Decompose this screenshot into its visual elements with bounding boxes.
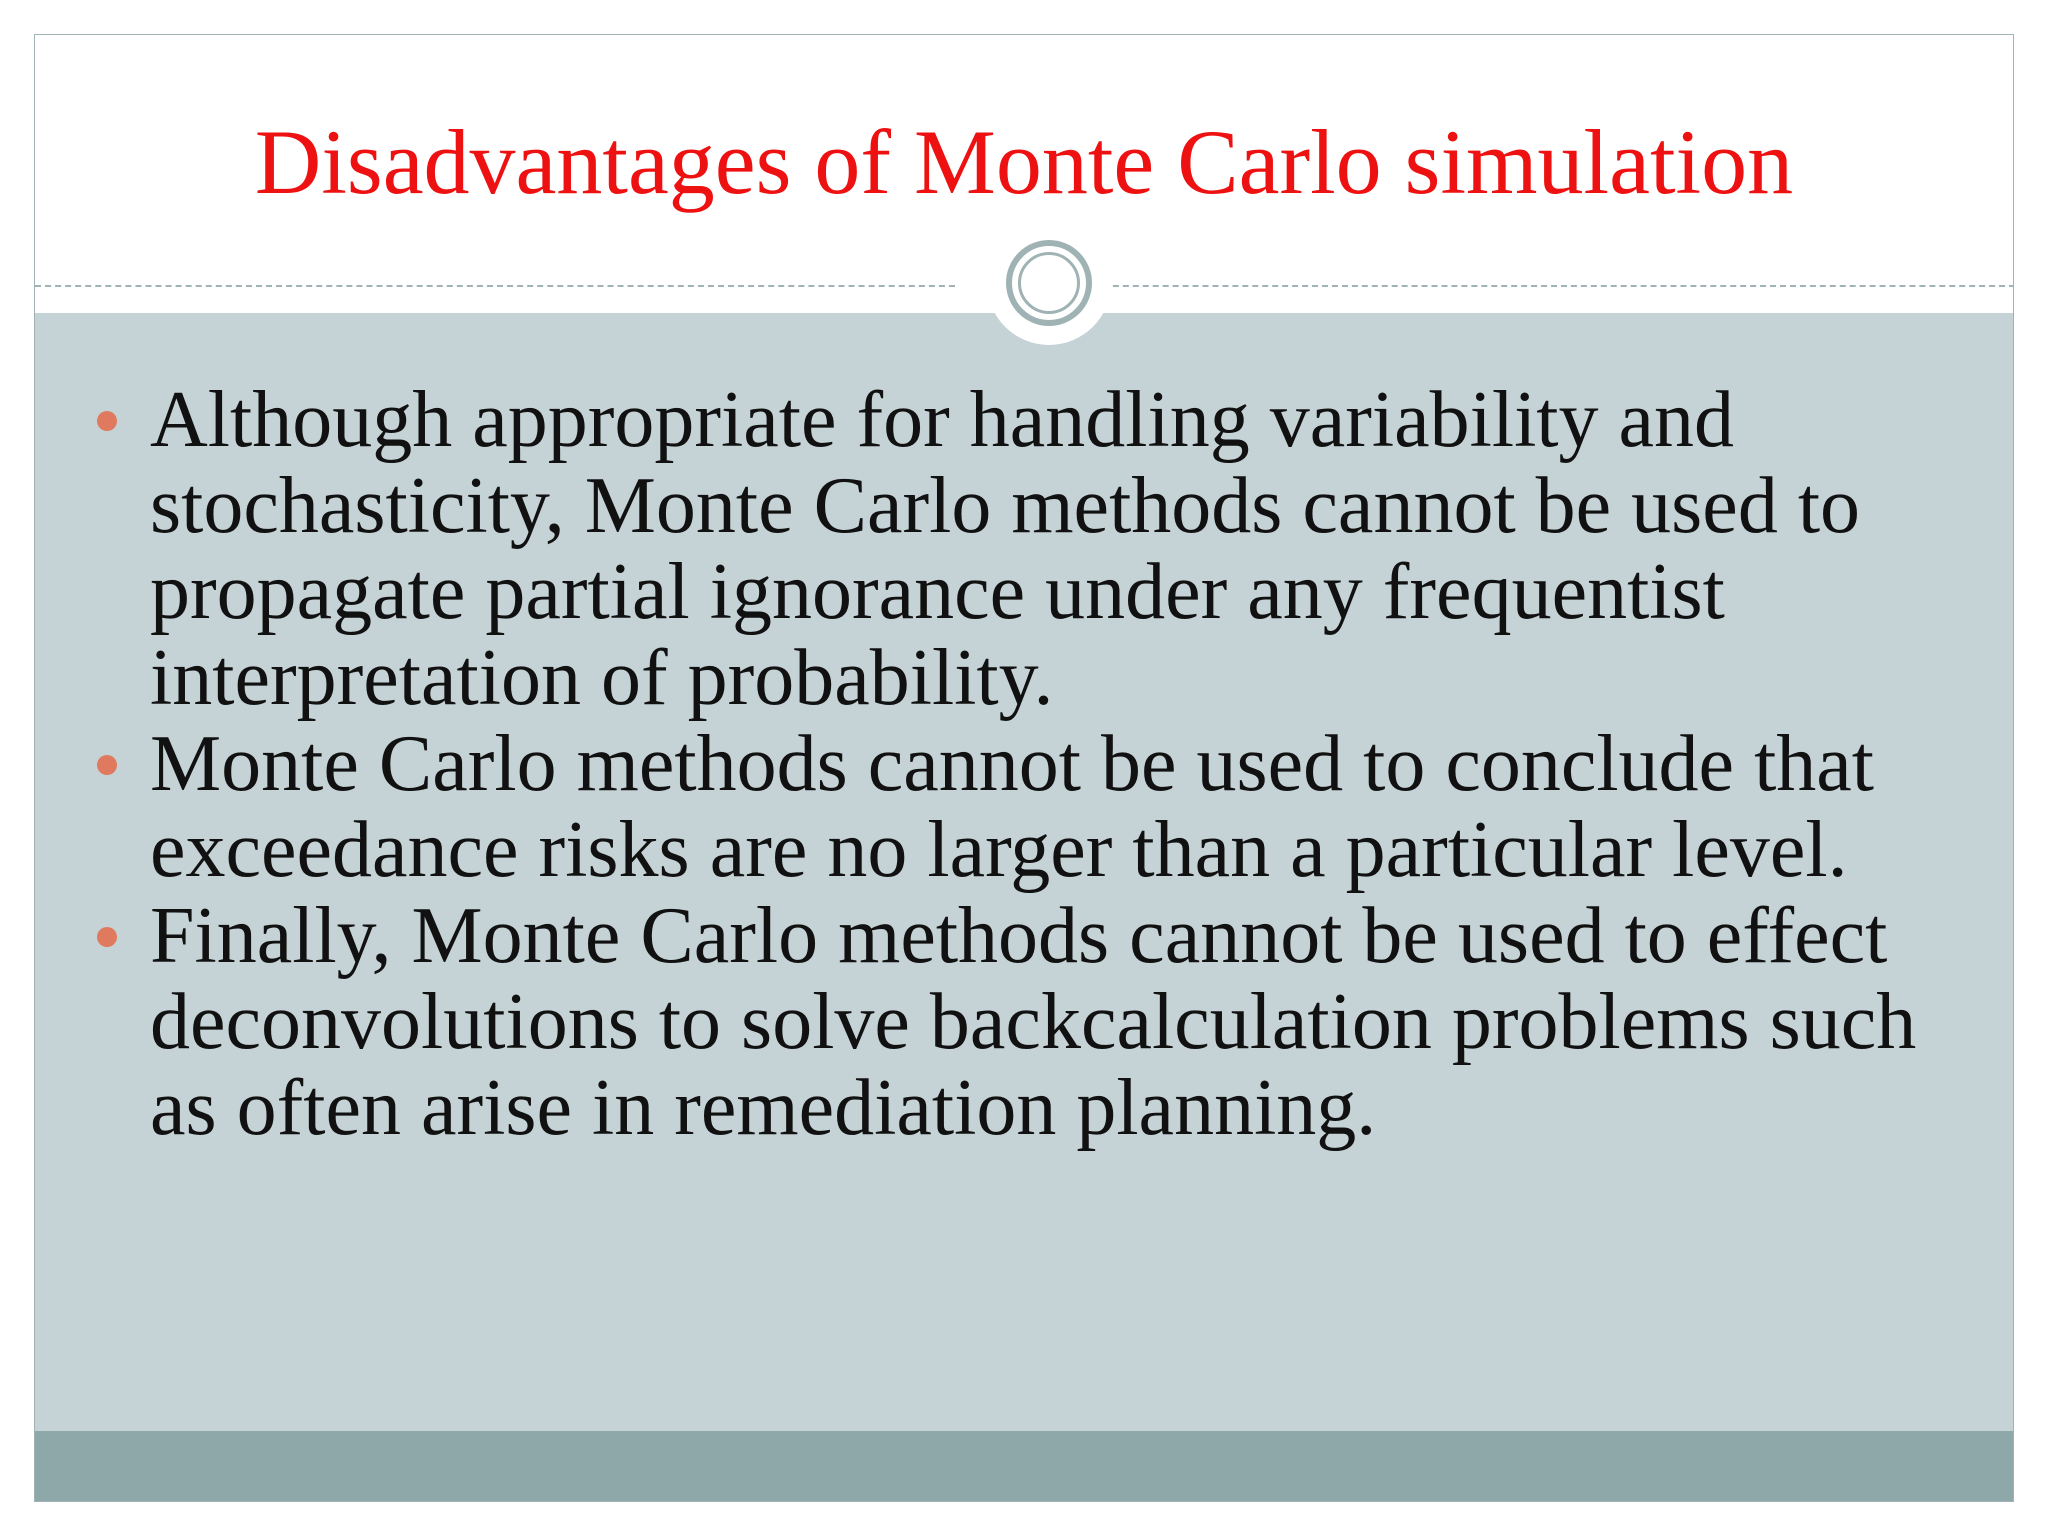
bullet-item bbox=[35, 377, 2013, 721]
bullet-item bbox=[35, 893, 2013, 1151]
ornament-inner-ring bbox=[1018, 252, 1080, 314]
slide-title: Disadvantages of Monte Carlo simulation bbox=[254, 111, 1794, 213]
slide bbox=[34, 34, 2014, 1502]
bullet-text: Monte Carlo methods cannot be used to conclude that exceedance risks are no larger than a particular level. bbox=[150, 720, 1875, 894]
title-divider-left bbox=[35, 285, 955, 287]
circle-bullet-icon bbox=[97, 927, 117, 947]
bullet-item bbox=[35, 721, 2013, 893]
circle-bullet-icon bbox=[97, 411, 117, 431]
circle-bullet-icon bbox=[97, 755, 117, 775]
title-divider-right bbox=[1093, 285, 2014, 287]
bullet-text: Although appropriate for handling variability and stochasticity, Monte Carlo methods cannot be used to propagate partial ignorance under any frequentist interpretation of probability. bbox=[150, 376, 1861, 722]
bullet-list bbox=[35, 377, 2013, 1151]
footer-band bbox=[35, 1431, 2013, 1502]
bullet-text: Finally, Monte Carlo methods cannot be used to effect deconvolutions to solve backcalculation problems such as often arise in remediation planning. bbox=[150, 892, 1917, 1152]
